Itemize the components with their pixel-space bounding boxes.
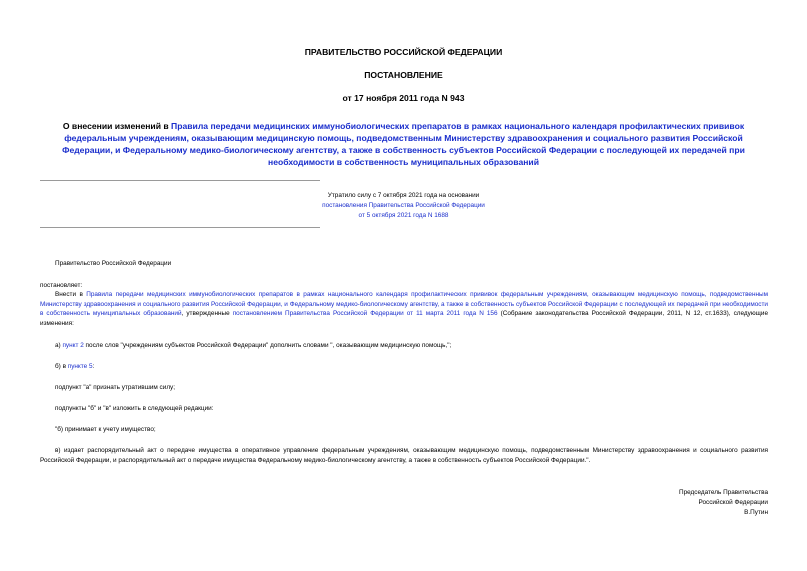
signature-country: Российской Федерации (698, 499, 768, 506)
intro-text: Правительство Российской Федерации (55, 260, 172, 267)
subitem-1: подпункт "а" признать утратившим силу; (55, 384, 176, 391)
document-title (40, 120, 767, 168)
signature-block (679, 488, 768, 518)
decrees-text: постановляет: (40, 282, 83, 289)
item-a-prefix: а) (55, 342, 63, 349)
subitem-2: подпункты "б" и "в" изложить в следующей редакции: (55, 405, 214, 412)
government-heading: ПРАВИТЕЛЬСТВО РОССИЙСКОЙ ФЕДЕРАЦИИ (304, 47, 503, 57)
status-note (290, 191, 517, 221)
subitem-4: в) издает распорядительный акт о передаче имущества в оперативное управление федеральным учреждениям, оказывающим медицинскую помощь, подведомственным Министерству здравоохранения и социального развития Российской Федерации, и распорядительный акт о передаче имущества Федеральному медико-биологическому агентству, а также в собственность субъектов Российской Федерации.". (40, 447, 768, 464)
top-divider (40, 180, 320, 181)
p1-text-a: Внести в (55, 291, 87, 298)
item-b-prefix: б) в (55, 363, 68, 370)
item-b-point5-link[interactable]: пункте 5 (67, 363, 93, 370)
title-prefix: О внесении изменений в (62, 121, 172, 131)
item-b-text: : (92, 363, 95, 370)
status-note-link-line-3[interactable]: от 5 октября 2021 года N 1688 (358, 212, 449, 219)
document-date-number: от 17 ноября 2011 года N 943 (342, 93, 465, 103)
subitem-3: "б) принимает к учету имущество; (55, 426, 156, 433)
p1-text-b: , утвержденные (181, 310, 233, 317)
paragraph-main (40, 290, 768, 328)
status-note-line-1: Утратило силу с 7 октября 2021 года на основании (327, 192, 480, 199)
item-b (55, 362, 94, 372)
item-a-text: после слов "учреждениям субъектов Российской Федерации" дополнить словами ", оказывающим медицинскую помощь,"; (83, 342, 452, 349)
status-note-link-line-2[interactable]: постановления Правительства Российской Федерации (322, 202, 485, 209)
bottom-divider (40, 227, 320, 228)
item-a-point2-link[interactable]: пункт 2 (62, 342, 84, 349)
p1-text-c: (Собрание законодательства Российской Федерации, 2011, N 12, ст.1633), следующие изменения: (40, 310, 769, 327)
item-a (55, 341, 451, 351)
p1-rules-link[interactable]: Правила передачи медицинских иммунобиологических препаратов в рамках национального календаря профилактических прививок федеральным учреждениям, оказывающим медицинскую помощь, подведомственным Министерству здравоохранения и социального развития Российской Федерации, и Федеральному медико-биологическому агентству, а также в собственность субъектов Российской Федерации с последующей их передачей при необходимости в собственность муниципальных образований (40, 291, 768, 317)
document-type-heading: ПОСТАНОВЛЕНИЕ (364, 70, 443, 80)
title-rules-link[interactable]: Правила передачи медицинских иммунобиологических препаратов в рамках национального календаря профилактических прививок федеральным учреждениям, оказывающим медицинскую помощь, подведомственным Министерству здравоохранения и социального развития Российской Федерации, и Федеральному медико-биологическому агентству, а также в собственность субъектов Российской Федерации с последующей их передачей при необходимости в собственность муниципальных образований (62, 121, 745, 167)
signature-title: Председатель Правительства (679, 489, 768, 496)
signature-name: В.Путин (744, 509, 768, 516)
p1-resolution-link[interactable]: постановлением Правительства Российской Федерации от 11 марта 2011 года N 156 (232, 310, 498, 317)
